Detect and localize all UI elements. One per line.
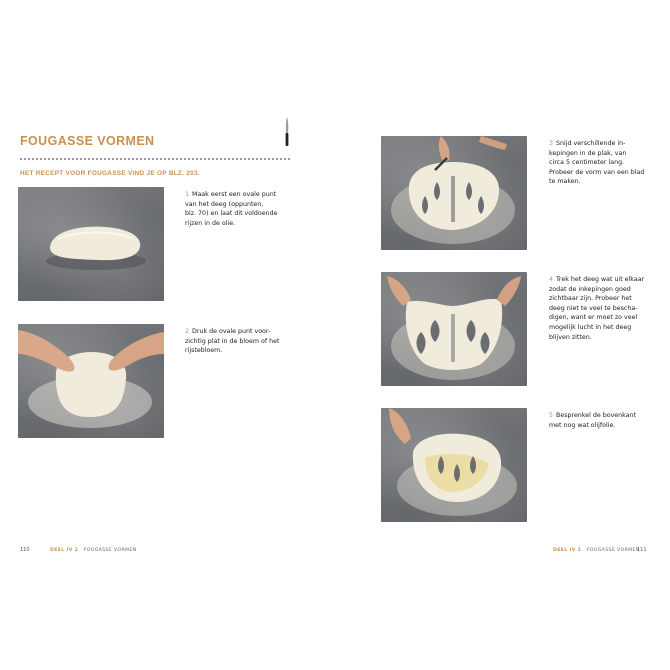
knife-icon — [282, 116, 292, 148]
footer-title: FOUGASSE VORMEN — [586, 548, 640, 553]
step-3-text — [549, 139, 644, 187]
step-line: Maak eerst een ovale punt — [192, 191, 277, 198]
footer-right — [553, 548, 640, 553]
footer-left — [50, 548, 137, 553]
step-3-photo — [381, 136, 527, 250]
step-line: deeg niet te veel te bescha- — [549, 304, 638, 312]
step-1-text — [185, 190, 277, 228]
page-title: FOUGASSE VORMEN — [20, 134, 155, 148]
step-number: 4 — [549, 276, 554, 283]
step-line: blz. 70) en laat dit voldoende — [185, 210, 278, 218]
footer-section: DEEL IV 2 — [553, 548, 582, 553]
step-number: 1 — [185, 191, 190, 198]
recipe-reference: HET RECEPT VOOR FOUGASSE VIND JE OP BLZ. 203. — [20, 170, 200, 177]
step-line: Snijd verschillende in- — [556, 140, 626, 147]
step-2-text — [185, 327, 279, 356]
step-line: mogelijk lucht in het deeg — [549, 323, 632, 331]
step-line: Probeer de vorm van een blad — [549, 168, 645, 176]
step-line: van het deeg (oppunten, — [185, 200, 264, 208]
step-2-photo — [18, 324, 164, 438]
step-line: circa 5 centimeter lang. — [549, 159, 625, 167]
step-4-photo — [381, 272, 527, 386]
step-line: blijven zitten. — [549, 333, 592, 341]
step-line: rijzen in de olie. — [185, 219, 236, 227]
step-line: Besprenkel de bovenkant — [556, 412, 637, 419]
page-number-right: 111 — [637, 547, 647, 553]
step-number: 2 — [185, 328, 190, 335]
step-line: Druk de ovale punt voor- — [192, 328, 271, 335]
step-line: kepingen in de plak, van — [549, 149, 627, 157]
title-divider — [20, 158, 290, 160]
footer-section: DEEL IV 2 — [50, 548, 79, 553]
step-5-photo — [381, 408, 527, 522]
step-5-text — [549, 411, 636, 430]
step-number: 3 — [549, 140, 554, 147]
step-number: 5 — [549, 412, 554, 419]
step-line: te maken. — [549, 178, 581, 186]
step-line: rijstebloem. — [185, 347, 223, 355]
step-line: met nog wat olijfolie. — [549, 421, 616, 429]
step-1-photo — [18, 187, 164, 301]
step-line: Trek het deeg wat uit elkaar — [556, 276, 645, 283]
step-4-text — [549, 275, 644, 342]
footer-title: FOUGASSE VORMEN — [83, 548, 137, 553]
page-number-left: 110 — [20, 547, 30, 553]
step-line: zichtbaar zijn. Probeer het — [549, 295, 632, 303]
step-line: zichtig plat in de bloem of het — [185, 337, 280, 345]
step-line: digen, want er moet zo veel — [549, 314, 638, 322]
step-line: zodat de inkepingen goed — [549, 285, 631, 293]
